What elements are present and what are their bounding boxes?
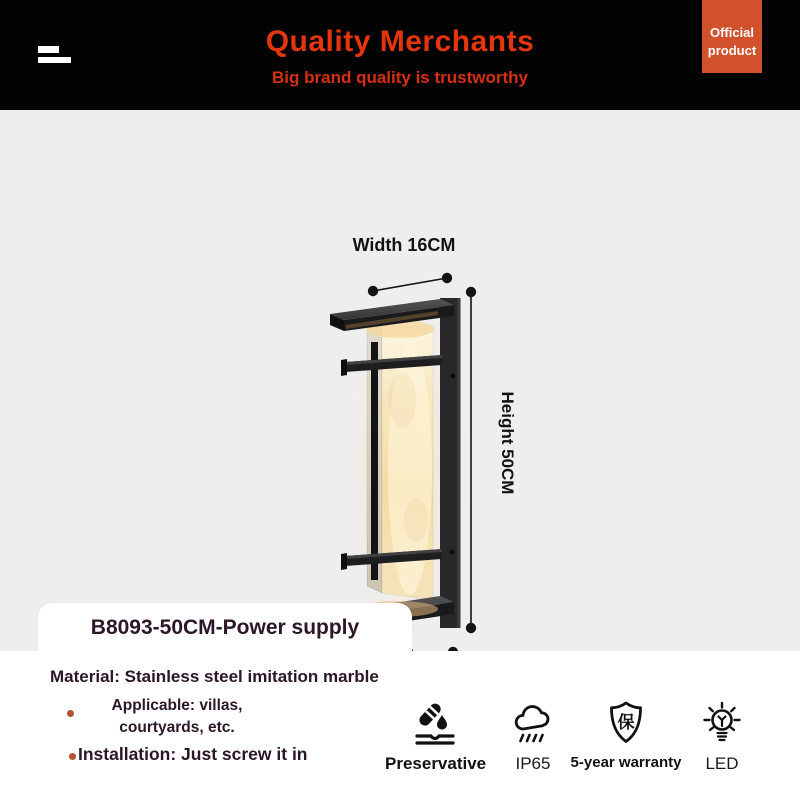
width-dimension-line bbox=[368, 273, 452, 296]
badge-line2: product bbox=[707, 42, 757, 58]
feature-preservative bbox=[385, 700, 485, 774]
applicable-line1: Applicable: villas, bbox=[111, 697, 243, 714]
material-line: Material: Stainless steel imitation marble bbox=[50, 667, 379, 686]
model-name: B8093-50CM-Power supply bbox=[90, 616, 360, 639]
applicable-line bbox=[92, 695, 262, 740]
feature-label: Preservative bbox=[385, 754, 487, 773]
feature-warranty bbox=[570, 700, 682, 772]
bullet-icon bbox=[67, 710, 74, 717]
warranty-character: 保 bbox=[617, 713, 635, 732]
bullet-icon bbox=[69, 753, 76, 760]
feature-ip65 bbox=[495, 700, 571, 774]
installation-line: Installation: Just screw it in bbox=[78, 744, 308, 764]
rain-cloud-icon bbox=[495, 700, 571, 752]
applicable-line2: courtyards, etc. bbox=[119, 719, 235, 737]
promo-banner bbox=[0, 0, 800, 110]
product-showcase bbox=[0, 110, 800, 651]
feature-label: LED bbox=[705, 754, 739, 773]
anticorrosion-icon bbox=[385, 700, 485, 752]
feature-label: IP65 bbox=[515, 754, 551, 773]
feature-led bbox=[684, 700, 760, 774]
badge-line1: Official bbox=[709, 25, 755, 40]
height-dimension-label: Height 50CM bbox=[498, 391, 517, 495]
shield-warranty-icon bbox=[570, 700, 682, 752]
feature-label: 5-year warranty bbox=[570, 754, 682, 771]
led-bulb-icon bbox=[684, 700, 760, 752]
width-dimension-label: Width 16CM bbox=[352, 235, 456, 255]
lamp-vertical-rod bbox=[371, 342, 378, 580]
banner-subtitle: Big brand quality is trustworthy bbox=[272, 68, 528, 87]
banner-title: Quality Merchants bbox=[265, 25, 535, 58]
official-product-badge bbox=[702, 0, 762, 73]
lamp-back-plate bbox=[440, 298, 461, 628]
